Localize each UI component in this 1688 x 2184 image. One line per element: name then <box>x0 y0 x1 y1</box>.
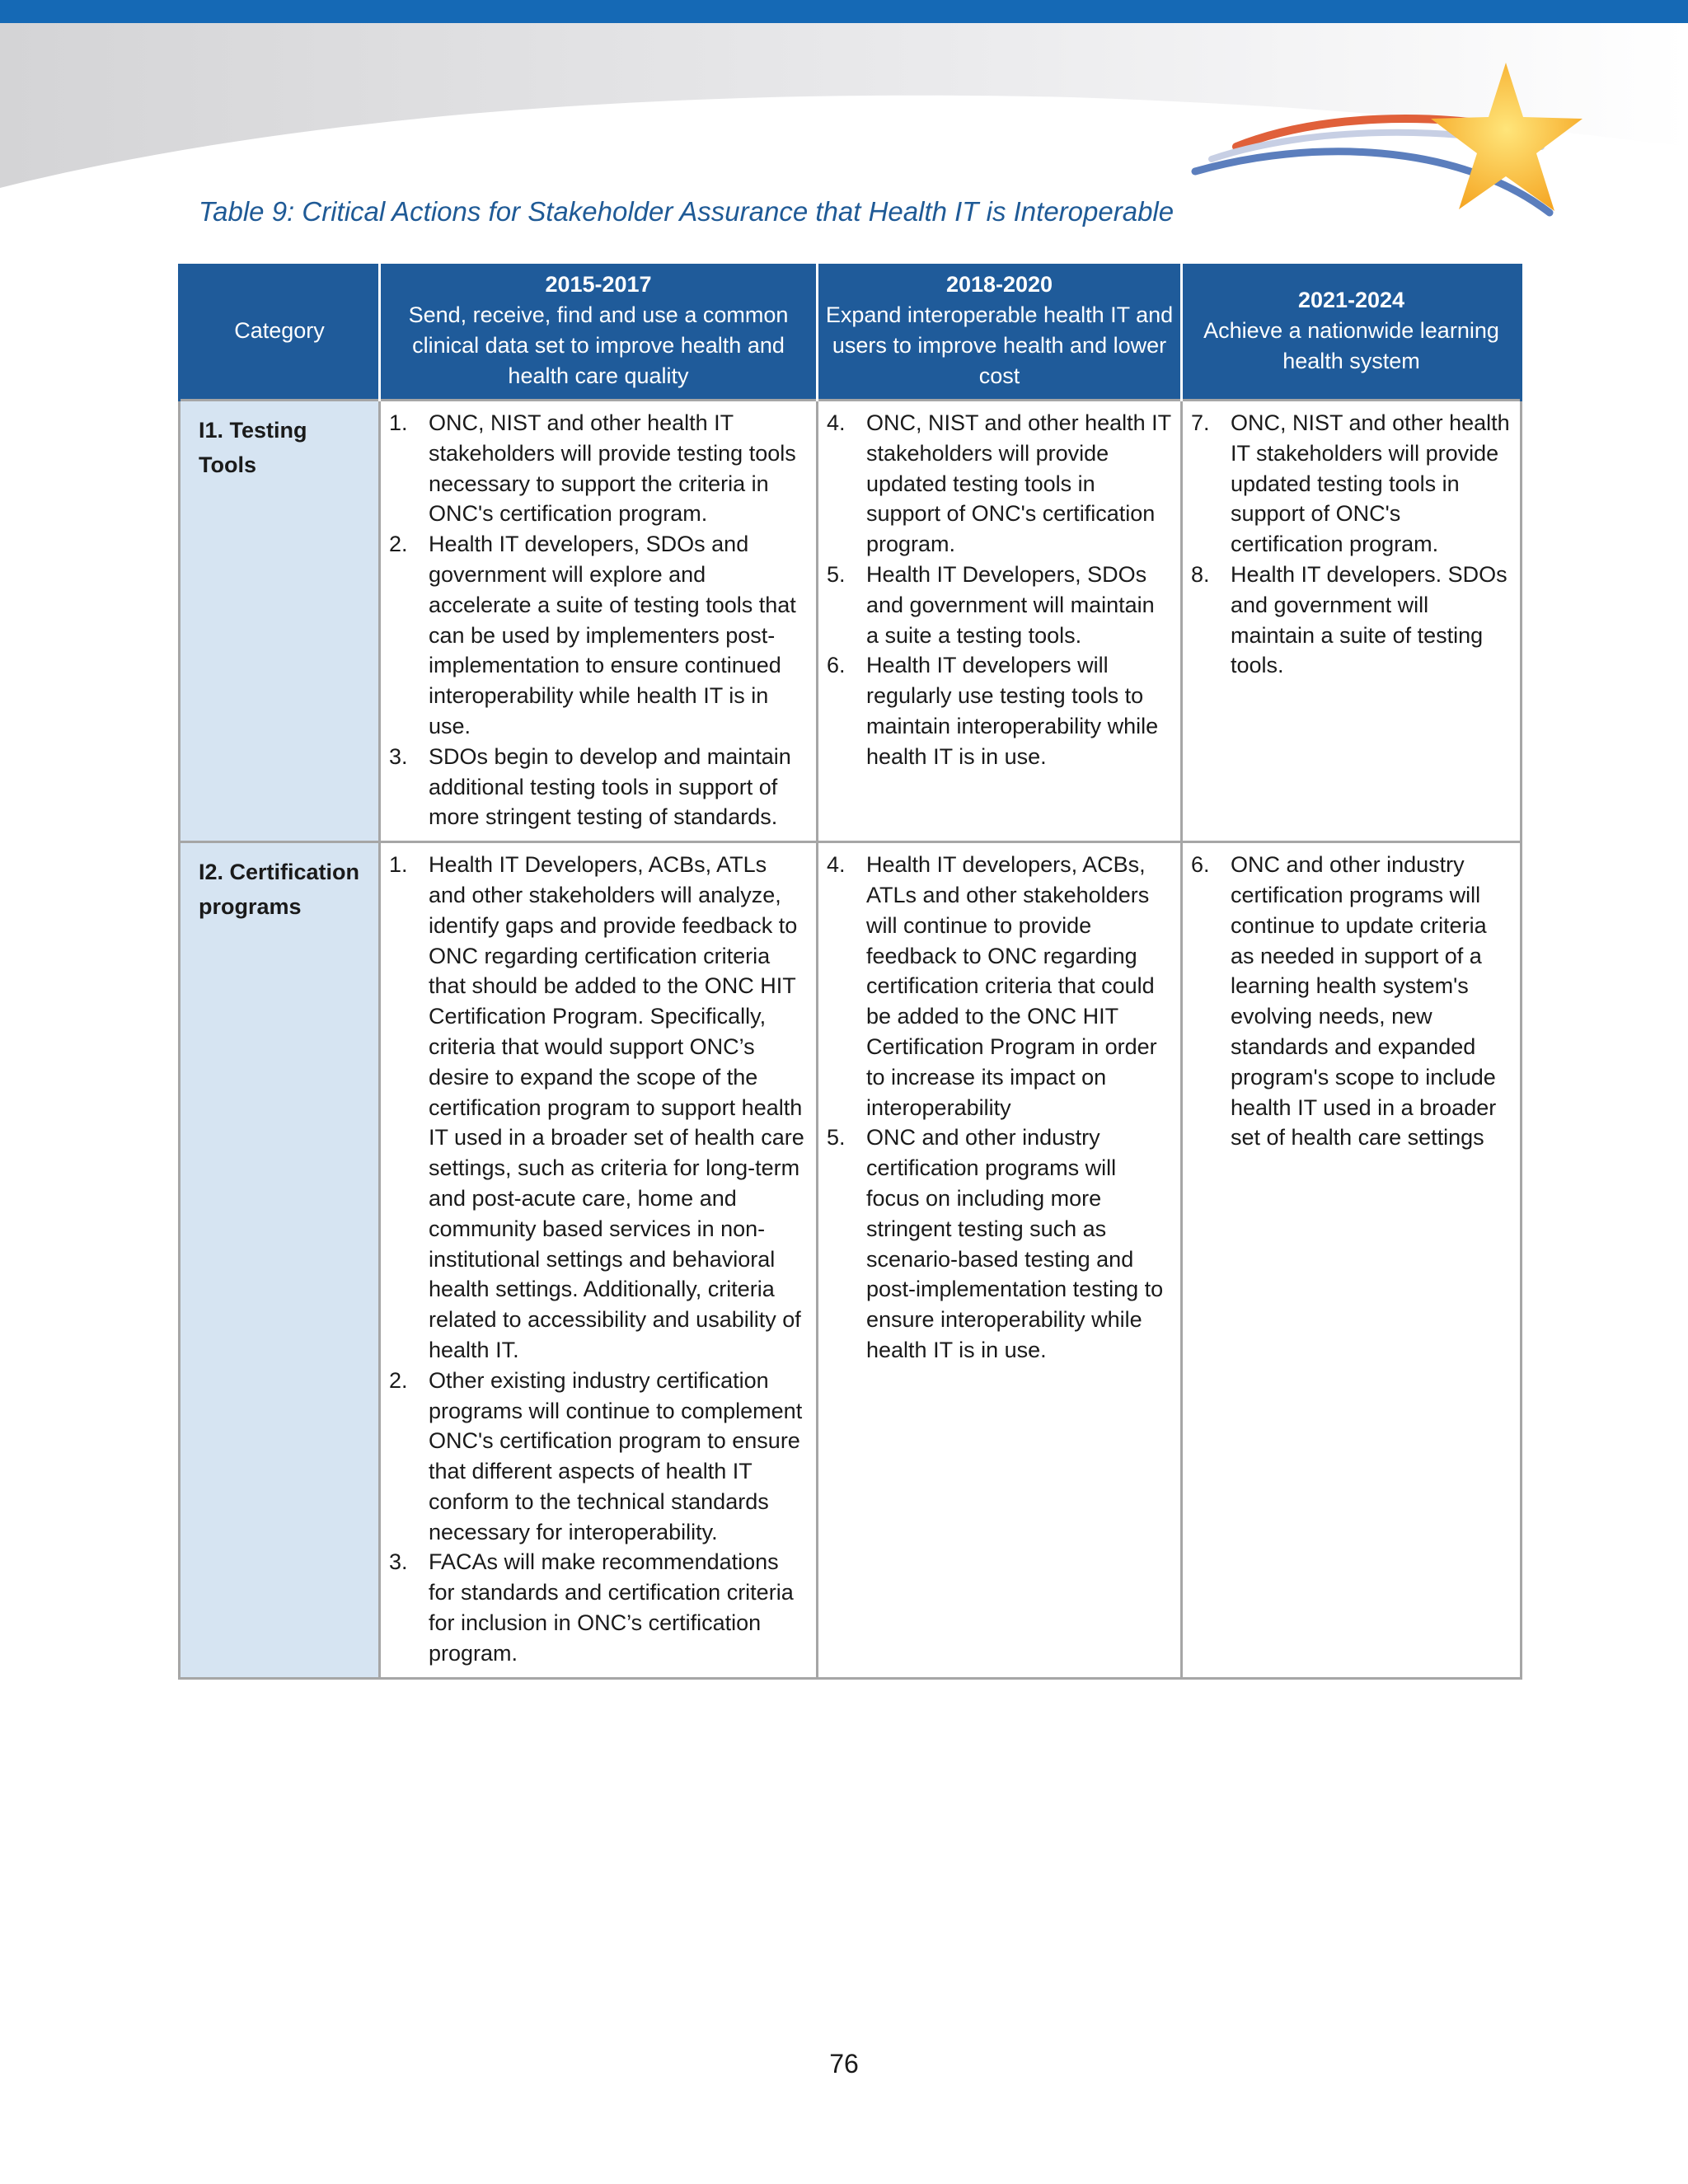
header-2018-2020 <box>818 264 1182 401</box>
action-number: 1. <box>389 852 408 878</box>
header-goal: Achieve a nationwide learning health system <box>1203 317 1499 373</box>
action-number: 6. <box>827 653 846 678</box>
action-item <box>827 408 1172 560</box>
action-number: 2. <box>389 532 408 557</box>
category-cell: I2. Certification programs <box>180 842 380 1679</box>
action-text: Health IT Developers, SDOs and government will maintain a suite a testing tools. <box>866 561 1155 648</box>
action-number: 7. <box>1191 410 1210 435</box>
action-text: ONC, NIST and other health IT stakeholders will provide updated testing tools in support of ONC's certification program. <box>866 410 1171 557</box>
header-goal: Expand interoperable health IT and users to improve health and lower cost <box>825 302 1174 388</box>
action-number: 6. <box>1191 852 1210 878</box>
header-goal: Send, receive, find and use a common clinical data set to improve health and health care quality <box>408 302 789 388</box>
table-row <box>180 842 1522 1679</box>
header-years: 2018-2020 <box>945 272 1053 297</box>
action-number: 3. <box>389 1549 408 1575</box>
action-text: Health IT developers will regularly use testing tools to maintain interoperability while health IT is in use. <box>866 653 1159 769</box>
action-text: Health IT developers, ACBs, ATLs and other stakeholders will continue to provide feedback to ONC regarding certification criteria that could be added to the ONC HIT Certification Program in order to increase its impact on interoperability <box>866 852 1157 1120</box>
action-number: 3. <box>389 743 408 769</box>
action-list <box>389 850 808 1669</box>
page-number: 76 <box>829 2049 859 2079</box>
action-number: 1. <box>389 410 408 435</box>
action-item <box>1191 560 1512 681</box>
action-item <box>827 650 1172 771</box>
action-item <box>389 1547 808 1668</box>
action-number: 2. <box>389 1367 408 1393</box>
actions-cell <box>818 842 1182 1679</box>
action-text: Health IT developers, SDOs and government will explore and accelerate a suite of testing tools that can be used by implementers post-implementation to ensure continued interoperability while health IT is in use. <box>429 532 796 738</box>
action-text: ONC and other industry certification programs will focus on including more stringent testing such as scenario-based testing and post-implementation testing to ensure interoperability while health IT is in use. <box>866 1125 1164 1362</box>
action-number: 5. <box>827 561 846 587</box>
critical-actions-table <box>178 264 1522 1680</box>
action-text: Other existing industry certification programs will continue to complement ONC's certification program to ensure that different aspects of health IT conform to the technical standards necessary for interoperability. <box>429 1367 803 1544</box>
header-2021-2024 <box>1182 264 1522 401</box>
action-item <box>389 408 808 529</box>
action-list <box>1191 408 1512 681</box>
action-item <box>389 529 808 742</box>
action-text: SDOs begin to develop and maintain additional testing tools in support of more stringent testing of standards. <box>429 743 791 830</box>
action-list <box>827 850 1172 1366</box>
action-number: 4. <box>827 410 846 435</box>
table-title: Table 9: Critical Actions for Stakeholder Assurance that Health IT is Interoperable <box>199 196 1175 227</box>
action-text: ONC, NIST and other health IT stakeholders will provide testing tools necessary to support the criteria in ONC's certification program. <box>429 410 796 527</box>
table-row <box>180 401 1522 842</box>
actions-cell <box>380 401 818 842</box>
actions-cell <box>818 401 1182 842</box>
action-text: Health IT Developers, ACBs, ATLs and other stakeholders will analyze, identify gaps and provide feedback to ONC regarding certification criteria that should be added to the ONC HIT Certification Program. Specifically, criteria that would support ONC’s desire to expand the scope of the certification program to support health IT used in a broader set of health care settings, such as criteria for long-term and post-acute care, home and community based services in non-institutional settings and behavioral health settings. Additionally, criteria related to accessibility and usability of health IT. <box>429 852 804 1362</box>
action-text: ONC, NIST and other health IT stakeholders will provide updated testing tools in support of ONC's certification program. <box>1231 410 1510 557</box>
action-list <box>827 408 1172 772</box>
action-text: ONC and other industry certification programs will continue to update criteria as needed in support of a learning health system's evolving needs, new standards and expanded program's scope to include health IT used in a broader set of health care settings <box>1231 852 1497 1151</box>
actions-cell <box>1182 842 1522 1679</box>
action-number: 5. <box>827 1125 846 1151</box>
actions-cell <box>1182 401 1522 842</box>
top-banner-bar <box>0 0 1688 23</box>
action-item <box>827 850 1172 1122</box>
action-item <box>1191 850 1512 1153</box>
action-number: 8. <box>1191 561 1210 587</box>
action-item <box>389 850 808 1366</box>
action-item <box>389 742 808 832</box>
header-category-label: Category <box>234 317 325 343</box>
action-item <box>1191 408 1512 560</box>
header-category <box>180 264 380 401</box>
category-cell: I1. Testing Tools <box>180 401 380 842</box>
actions-cell <box>380 842 818 1679</box>
action-item <box>389 1366 808 1548</box>
action-text: Health IT developers. SDOs and government will maintain a suite of testing tools. <box>1231 561 1507 678</box>
action-number: 4. <box>827 852 846 878</box>
header-2015-2017 <box>380 264 818 401</box>
action-item <box>827 560 1172 650</box>
action-list <box>389 408 808 832</box>
action-item <box>827 1122 1172 1365</box>
header-years: 2021-2024 <box>1297 287 1405 312</box>
action-text: FACAs will make recommendations for standards and certification criteria for inclusion in ONC’s certification program. <box>429 1549 794 1666</box>
table-header-row <box>180 264 1522 401</box>
header-years: 2015-2017 <box>545 272 652 297</box>
action-list <box>1191 850 1512 1153</box>
